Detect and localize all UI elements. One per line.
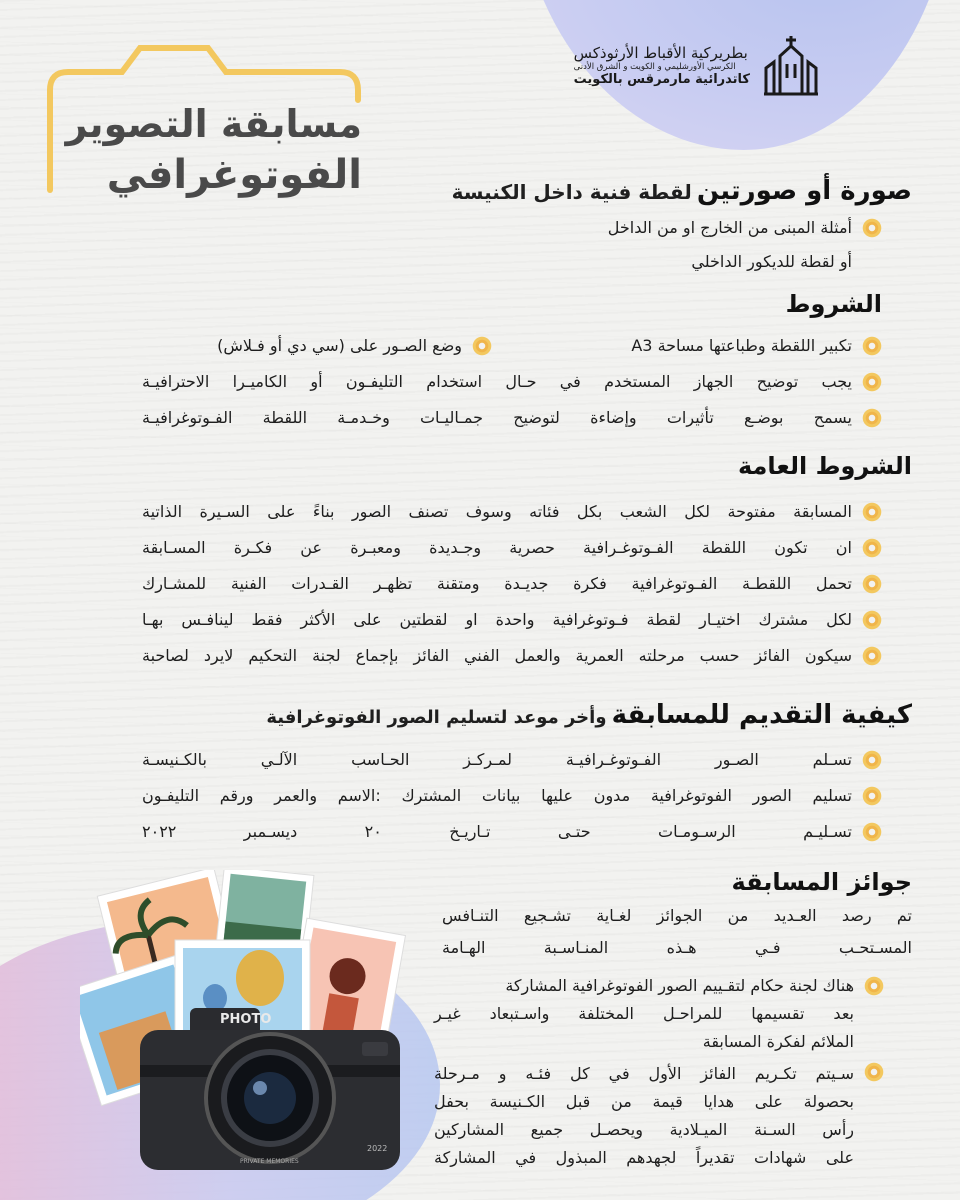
submission-heading-rest: وأخر موعد لتسليم الصور الفوتوغرافية <box>266 707 607 728</box>
prizes-b1-line-2-text: بعد تقسيمها للمراحـل المختلفة واسـتبعاد غيـر <box>434 1004 854 1023</box>
conditions-item-2-text: يجب توضيح الجهاز المستخدم في حـال استخدام التليفـون أو الكاميـرا الاحترافيـة <box>142 372 852 391</box>
intro-heading-rest: لقطة فنية داخل الكنيسة <box>451 180 692 204</box>
list-item <box>142 750 852 769</box>
camera-model-label: 2022 <box>367 1144 388 1153</box>
conditions-item-3-text: يسمح بوضـع تأثيرات وإضاءة لتوضيح جمـاليـات وخـدمـة اللقطة الفـوتوغرافيـة <box>142 408 852 427</box>
submission-heading <box>266 700 912 730</box>
bullet-icon <box>862 750 882 770</box>
camera-icon <box>140 1008 400 1170</box>
title-line-1: مسابقة التصوير <box>65 102 362 146</box>
prizes-b1-line-2 <box>434 1004 854 1023</box>
prizes-b2-line-3-text: رأس السـنة الميـلادية ويحصـل جميع المشاركين <box>434 1120 854 1139</box>
bullet-icon <box>862 502 882 522</box>
prizes-b2-line-4-text: على شهادات تقديراً لجهدهم المبذول في المشاركة <box>434 1148 854 1167</box>
logo-line-1: بطريركية الأقباط الأرثوذكس <box>573 43 748 62</box>
camera-ring-label: PRIVATE MEMORIES <box>240 1158 299 1165</box>
bullet-icon <box>862 218 882 238</box>
list-item <box>142 574 852 593</box>
prizes-b2-line-2 <box>434 1092 854 1111</box>
prizes-b2-line-4 <box>434 1148 854 1167</box>
bullet-icon <box>862 574 882 594</box>
prizes-intro-2-text: المسـتحـب فـي هـذه المنـاسـبة الهـامة <box>442 938 912 957</box>
prizes-intro-2 <box>442 938 912 957</box>
contest-title <box>40 40 380 210</box>
bullet-icon <box>864 976 884 996</box>
bullet-icon <box>862 786 882 806</box>
intro-heading-main: صورة أو صورتين <box>696 176 912 206</box>
title-line-2: الفوتوغرافي <box>106 152 362 198</box>
list-item-text: لكل مشترك اختيـار لقطة فـوتوغرافية واحدة او لقطتين على الأكثر فقط لينافـس بهـا <box>142 610 852 629</box>
conditions-item-1b: وضع الصـور على (سي دي أو فـلاش) <box>217 336 462 355</box>
conditions-item-2 <box>142 372 852 391</box>
prizes-b2-line-2-text: بحصولة على هدايا قيمة من قبل الكـنيسة بحفل <box>434 1092 854 1111</box>
list-item <box>142 610 852 629</box>
submission-heading-main: كيفية التقديم للمسابقة <box>611 700 912 730</box>
bullet-icon <box>864 1062 884 1082</box>
list-item-text: سيكون الفائز حسب مرحلته العمرية والعمل الفني الفائز بإجماع لجنة التحكيم لايرد لصاحبة <box>142 646 852 665</box>
bullet-icon <box>862 372 882 392</box>
intro-heading <box>452 176 912 206</box>
conditions-item-1a: تكبير اللقطة وطباعتها مساحة A3 <box>631 336 852 355</box>
conditions-item-3 <box>142 408 852 427</box>
list-item-text: تسـليـم الرسـومـات حتـى تـاريـخ ٢٠ ديسـمبر ٢٠٢٢ <box>142 822 852 841</box>
bullet-icon <box>862 822 882 842</box>
photos-camera-illustration <box>80 870 420 1170</box>
prizes-b2-line-1-text: سـيتم تكـريم الفائز الأول في كل فئـه و مـرحلة <box>434 1064 854 1083</box>
bullet-icon <box>862 408 882 428</box>
bullet-icon <box>862 336 882 356</box>
list-item <box>142 646 852 665</box>
prizes-b2-line-3 <box>434 1120 854 1139</box>
prizes-heading: جوائز المسابقة <box>731 868 912 896</box>
conditions-heading: الشروط <box>785 290 882 318</box>
list-item-text: ان تكون اللقطة الفـوتوغـرافية حصرية وجـديدة ومعبـرة عن فكـرة المسـابقة <box>142 538 852 557</box>
camera-brand-label: PHOTO <box>220 1012 272 1027</box>
bullet-icon <box>472 336 492 356</box>
church-logo <box>560 30 820 100</box>
list-item <box>142 502 852 521</box>
list-item <box>142 538 852 557</box>
intro-bullet-line-2: أو لقطة للديكور الداخلي <box>691 252 852 271</box>
general-heading: الشروط العامة <box>738 452 912 480</box>
list-item-text: تسـلم الصـور الفـوتوغـرافيـة لمـركـز الحـاسب الآلـي بالكـنيسـة <box>142 750 852 769</box>
bullet-icon <box>862 646 882 666</box>
prizes-intro-1 <box>442 906 912 925</box>
list-item-text: المسابقة مفتوحة لكل الشعب بكل فئاته وسوف تصنف الصور بناءً على السـيرة الذاتية <box>142 502 852 521</box>
list-item-text: تحمل اللقطـة الفـوتوغرافية فكرة جديـدة ومتقنة تظهـر القـدرات الفنية للمشـارك <box>142 574 852 593</box>
list-item <box>142 786 852 805</box>
logo-line-3: كاتدرائية مارمرقس بالكويت <box>573 71 750 87</box>
intro-bullet-line-1: أمثلة المبنى من الخارج او من الداخل <box>607 218 852 237</box>
list-item-text: تسليم الصور الفوتوغرافية مدون عليها بيانات المشترك :الاسم والعمر ورقم التليفـون <box>142 786 852 805</box>
logo-line-2: الكرسي الأورشليمي و الكويت و الشرق الأدنى <box>573 61 736 72</box>
prizes-intro-1-text: تم رصد العـديد من الجوائز لغـاية تشـجيع التنـافس <box>442 906 912 925</box>
prizes-b1-line-3: الملائم لفكرة المسابقة <box>702 1032 854 1051</box>
bullet-icon <box>862 538 882 558</box>
list-item <box>142 822 852 841</box>
cathedral-icon <box>762 34 820 96</box>
prizes-b1-line-1: هناك لجنة حكام لتقـييم الصور الفوتوغرافية المشاركة <box>505 976 854 995</box>
bullet-icon <box>862 610 882 630</box>
prizes-b2-line-1 <box>434 1064 854 1083</box>
